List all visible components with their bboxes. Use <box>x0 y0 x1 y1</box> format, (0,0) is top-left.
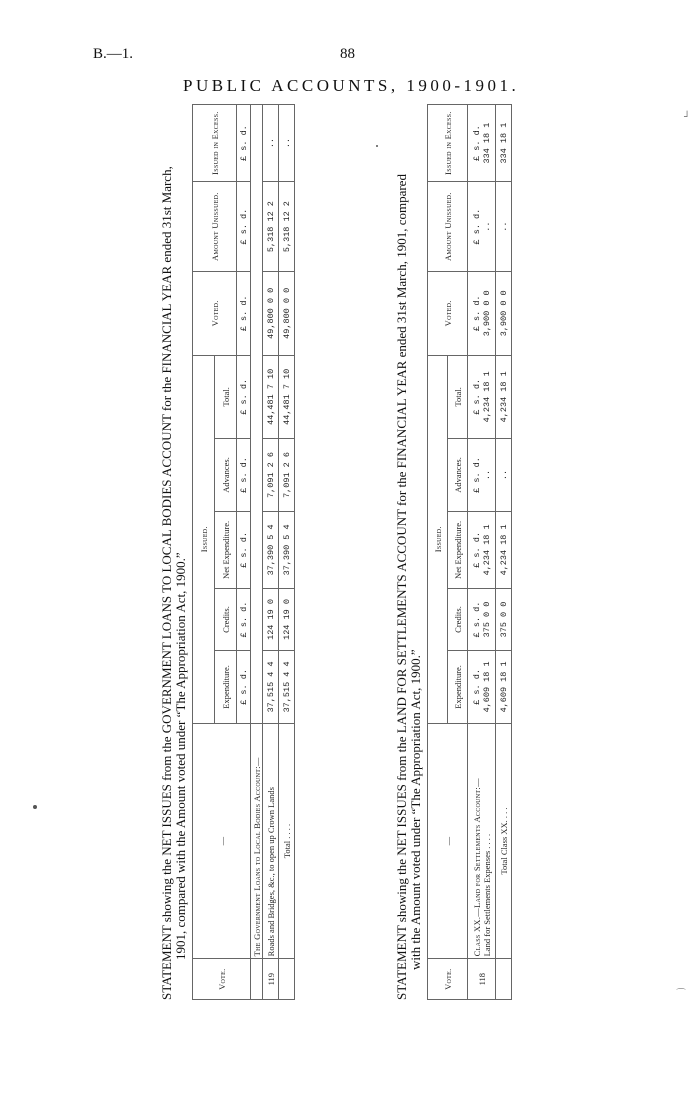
unit-label: £ s. d. <box>471 601 482 638</box>
table-row-total <box>279 105 295 1000</box>
statement-1-caption-line2: 1901, compared with the Amount voted under “The Appropriation Act, 1900.” <box>173 552 188 960</box>
header-blank: — <box>193 723 251 959</box>
header-advances: Advances. <box>215 439 237 512</box>
unit-label: £ s. d. <box>237 105 251 182</box>
cell-description: The Government Loans to Local Bodies Account:— <box>251 723 263 959</box>
cell-net-expenditure: 37,390 5 4 <box>279 511 295 588</box>
cell-vote: 118 <box>468 959 496 1000</box>
unit-label: £ s. d. <box>471 457 482 493</box>
cell-credits-value: 375 0 0 <box>481 601 492 638</box>
unit-label: £ s. d. <box>237 588 251 650</box>
cell-voted: 49,800 0 0 <box>263 272 279 356</box>
header-amount-unissued: Amount Unissued. <box>193 182 237 272</box>
header-advances: Advances. <box>448 439 468 512</box>
statement-2-caption-line1: STATEMENT showing the NET ISSUES from the LAND FOR SETTLEMENTS ACCOUNT for the FINANCIAL YEAR ended 31st March, 1901, compared <box>394 174 409 1000</box>
cell-vote <box>279 959 295 1000</box>
scan-mark: ⌒ <box>676 989 686 1000</box>
unit-label: £ s. d. <box>237 651 251 724</box>
header-expenditure: Expenditure. <box>448 651 468 724</box>
cell-advances: 7,091 2 6 <box>279 439 295 512</box>
page-reference: B.—1. <box>93 46 134 62</box>
scan-speck <box>33 805 37 809</box>
header-vote: Vote. <box>193 959 251 1000</box>
header-voted: Voted. <box>193 272 237 356</box>
cell-vote <box>251 959 263 1000</box>
cell-advances: .. <box>496 439 512 512</box>
header-net-expenditure: Net Expenditure. <box>448 511 468 588</box>
cell-amount-unissued: .. <box>496 182 512 272</box>
header-issued-in-excess: Issued in Excess. <box>193 105 237 182</box>
page-number: 88 <box>340 46 355 62</box>
cell-net-expenditure: 37,390 5 4 <box>263 511 279 588</box>
cell-vote <box>496 959 512 1000</box>
cell-total-value: 4,234 18 1 <box>481 371 492 423</box>
header-issued: Issued. <box>193 355 215 723</box>
cell-expenditure <box>468 651 496 724</box>
table-row-total <box>496 105 512 1000</box>
header-amount-unissued: Amount Unissued. <box>428 182 468 272</box>
cell-description: Roads and Bridges, &c., to open up Crown Lands <box>263 723 279 959</box>
statement-1-caption-line1: STATEMENT showing the NET ISSUES from the GOVERNMENT LOANS TO LOCAL BODIES ACCOUNT for the FINANCIAL YEAR ended 31st March, <box>159 166 174 1000</box>
unit-label: £ s. d. <box>471 669 482 705</box>
header-vote: Vote. <box>428 959 468 1000</box>
header-issued: Issued. <box>428 355 448 723</box>
cell-net-expenditure <box>468 511 496 588</box>
header-net-expenditure: Net Expenditure. <box>215 511 237 588</box>
cell-issued-in-excess: 334 18 1 <box>496 105 512 182</box>
header-issued-in-excess: Issued in Excess. <box>428 105 468 182</box>
scan-speck <box>376 145 378 147</box>
unit-label: £ s. d. <box>237 272 251 356</box>
cell-net-expenditure-value: 4,234 18 1 <box>481 524 492 576</box>
cell-voted: 49,800 0 0 <box>279 272 295 356</box>
cell-voted-value: 3,900 0 0 <box>481 290 492 337</box>
cell-total: 44,481 7 10 <box>263 355 279 439</box>
cell-issued-in-excess: .. <box>263 105 279 182</box>
unit-label: £ s. d. <box>471 208 482 245</box>
unit-label: £ s. d. <box>237 511 251 588</box>
cell-amount-unissued: 5,318 12 2 <box>279 182 295 272</box>
header-total: Total. <box>215 355 237 439</box>
unit-label: £ s. d. <box>471 378 482 415</box>
cell-amount-unissued: 5,318 12 2 <box>263 182 279 272</box>
cell-description: Total Class XX. . . . <box>496 723 512 959</box>
cell-credits <box>468 588 496 650</box>
cell-amount-unissued-value: .. <box>481 221 492 232</box>
cell-credits: 124 19 0 <box>279 588 295 650</box>
table-row <box>468 105 496 1000</box>
page-title: PUBLIC ACCOUNTS, 1900-1901. <box>183 76 520 95</box>
statement-2-caption-line2: with the Amount voted under “The Appropriation Act, 1900.” <box>408 649 423 970</box>
cell-issued-in-excess-value: 334 18 1 <box>481 122 492 164</box>
cell-vote: 119 <box>263 959 279 1000</box>
cell-credits: 375 0 0 <box>496 588 512 650</box>
unit-label: £ s. d. <box>237 182 251 272</box>
cell-description-item: Land for Settlements Expenses . . . . <box>481 833 492 957</box>
cell-advances-value: .. <box>481 469 492 481</box>
header-credits: Credits. <box>448 588 468 650</box>
cell-net-expenditure: 4,234 18 1 <box>496 511 512 588</box>
unit-label: £ s. d. <box>237 355 251 439</box>
cell-expenditure: 37,515 4 4 <box>279 651 295 724</box>
cell-issued-in-excess <box>468 105 496 182</box>
cell-total <box>468 355 496 439</box>
cell-expenditure: 37,515 4 4 <box>263 651 279 724</box>
table-row <box>251 105 263 1000</box>
header-expenditure: Expenditure. <box>215 651 237 724</box>
unit-label: £ s. d. <box>471 295 482 332</box>
cell-credits: 124 19 0 <box>263 588 279 650</box>
cell-advances <box>468 439 496 512</box>
cell-description-class: Class XX.—Land for Settlements Account:— <box>471 778 482 957</box>
cell-description <box>468 723 496 959</box>
unit-label: £ s. d. <box>471 532 482 568</box>
cell-advances: 7,091 2 6 <box>263 439 279 512</box>
header-blank: — <box>428 723 468 959</box>
cell-total: 4,234 18 1 <box>496 355 512 439</box>
cell-issued-in-excess: .. <box>279 105 295 182</box>
cell-total: 44,481 7 10 <box>279 355 295 439</box>
header-voted: Voted. <box>428 272 468 356</box>
unit-label: £ s. d. <box>471 125 482 161</box>
header-total: Total. <box>448 355 468 439</box>
cell-expenditure: 4,609 18 1 <box>496 651 512 724</box>
scan-mark: ┘ <box>684 112 691 123</box>
statement-2-table <box>427 104 512 1000</box>
cell-voted: 3,900 0 0 <box>496 272 512 356</box>
unit-label: £ s. d. <box>237 439 251 512</box>
cell-voted <box>468 272 496 356</box>
cell-description: Total . . . . <box>279 723 295 959</box>
cell-expenditure-value: 4,609 18 1 <box>481 661 492 713</box>
statement-1-table <box>192 104 295 1000</box>
table-row <box>263 105 279 1000</box>
header-credits: Credits. <box>215 588 237 650</box>
cell-amount-unissued <box>468 182 496 272</box>
